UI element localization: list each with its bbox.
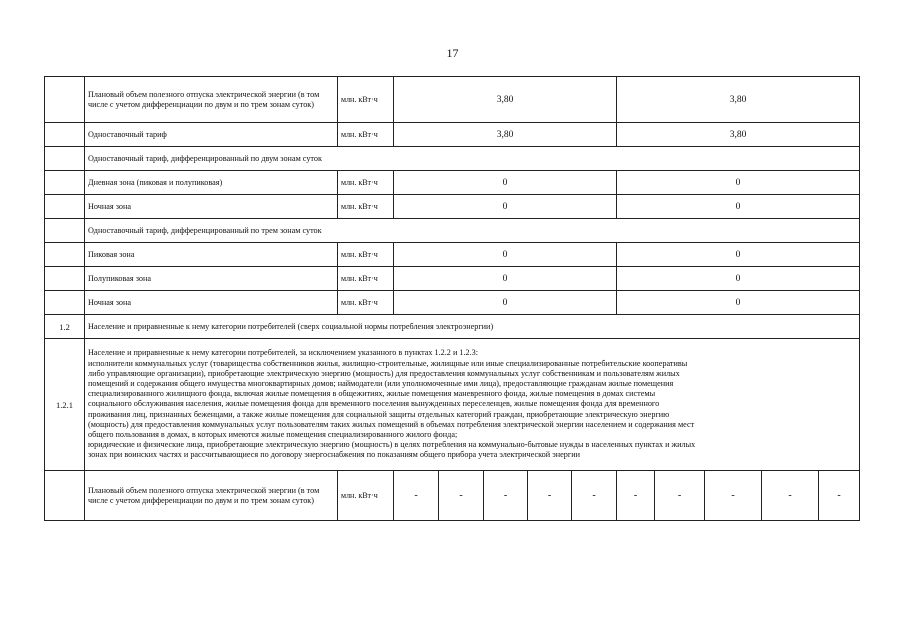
row-number (45, 147, 85, 171)
row-value: 0 (617, 243, 860, 267)
row-number (45, 267, 85, 291)
dash-cell: - (705, 471, 762, 521)
section-header: Население и приравненные к нему категории потребителей (сверх социальной нормы потребления электроэнергии) (85, 315, 860, 339)
section-header: Одноставочный тариф, дифференцированный по двум зонам суток (85, 147, 860, 171)
row-number (45, 77, 85, 123)
description-line: зонах при воинских частях и рассчитывающиеся по договору энергоснабжения по показаниям общего прибора учета электрической энергии (88, 450, 580, 460)
description-line: проживания лиц, признанных беженцами, а также жилые помещения для социальной защиты отдельных категорий граждан, приобретающие электрическую энергию (88, 409, 670, 419)
row-unit: млн. кВт·ч (338, 471, 394, 521)
table-row (45, 123, 860, 147)
row-unit: млн. кВт·ч (338, 267, 394, 291)
description-line: исполнители коммунальных услуг (товарищества собственников жилья, жилищно-строительные, жилищные или иные специализированные потребительские кооперативы (88, 358, 688, 368)
row-number (45, 219, 85, 243)
row-number (45, 291, 85, 315)
table-row (45, 291, 860, 315)
table-row (45, 195, 860, 219)
row-label: Плановый объем полезного отпуска электрической энергии (в том числе с учетом дифференциации по двум и по трем зонам суток) (85, 471, 338, 521)
row-label: Пиковая зона (85, 243, 338, 267)
table-row (45, 315, 860, 339)
row-unit: млн. кВт·ч (338, 243, 394, 267)
table-row (45, 219, 860, 243)
row-number (45, 171, 85, 195)
description-line: либо управляющие организации), приобретающие электрическую энергию (мощность) для предоставления коммунальных услуг собственникам и пользователям жилых (88, 368, 680, 378)
table-row (45, 77, 860, 123)
row-number (45, 123, 85, 147)
description-line: общего пользования в домах, в которых имеются жилые помещения специализированного жилого фонда; (88, 430, 458, 439)
row-value: 0 (394, 171, 617, 195)
row-label: Ночная зона (85, 291, 338, 315)
table-row (45, 171, 860, 195)
row-label: Ночная зона (85, 195, 338, 219)
row-label: Плановый объем полезного отпуска электрической энергии (в том числе с учетом дифференциации по двум и по трем зонам суток) (85, 77, 338, 123)
row-value: 0 (394, 243, 617, 267)
dash-cell: - (572, 471, 617, 521)
row-value: 0 (394, 195, 617, 219)
row-unit: млн. кВт·ч (338, 195, 394, 219)
row-number: 1.2 (45, 315, 85, 339)
table-row (45, 243, 860, 267)
description-line: специализированного жилищного фонда, включая жилые помещения в общежитиях, жилые помещения маневренного фонда, жилые помещения в домах системы (88, 389, 656, 399)
tariff-table (44, 76, 860, 521)
row-number (45, 243, 85, 267)
dash-cell: - (528, 471, 572, 521)
row-value: 0 (617, 291, 860, 315)
row-value: 0 (617, 267, 860, 291)
row-unit: млн. кВт·ч (338, 171, 394, 195)
row-number: 1.2.1 (45, 339, 85, 471)
row-unit: млн. кВт·ч (338, 77, 394, 123)
row-value: 3,80 (617, 123, 860, 147)
section-description (85, 339, 860, 471)
row-number (45, 195, 85, 219)
dash-cell: - (617, 471, 655, 521)
description-line: (мощность) для предоставления коммунальных услуг пользователям таких жилых помещений в объемах потребления электрической энергии населением и содержания мест (88, 419, 695, 429)
row-value: 3,80 (394, 77, 617, 123)
row-unit: млн. кВт·ч (338, 291, 394, 315)
dash-cell: - (484, 471, 528, 521)
row-label: Дневная зона (пиковая и полупиковая) (85, 171, 338, 195)
description-line: Население и приравненные к нему категории потребителей, за исключением указанного в пунктах 1.2.2 и 1.2.3: (88, 348, 479, 358)
dash-cell: - (655, 471, 705, 521)
row-unit: млн. кВт·ч (338, 123, 394, 147)
table-row (45, 147, 860, 171)
row-number (45, 471, 85, 521)
page-number: 17 (446, 46, 459, 60)
dash-cell: - (819, 471, 860, 521)
row-value: 0 (394, 291, 617, 315)
description-line: социального обслуживания населения, жилые помещения фонда для временного поселения вынужденных переселенцев, жилые помещения фонда для временного (88, 399, 660, 409)
dash-cell: - (439, 471, 484, 521)
description-line: юридические и физические лица, приобретающие электрическую энергию (мощность) в целях потребления на коммунально-бытовые нужды в населенных пунктах и жилых (88, 440, 696, 450)
row-value: 0 (617, 195, 860, 219)
row-label: Полупиковая зона (85, 267, 338, 291)
table-row (45, 471, 860, 521)
description-line: помещений и содержания общего имущества многоквартирных домов; наймодатели (или уполномоченные ими лица), предоставляющие гражданам жилые помещения (88, 378, 674, 388)
row-value: 0 (394, 267, 617, 291)
table-row (45, 339, 860, 471)
row-value: 3,80 (617, 77, 860, 123)
row-value: 0 (617, 171, 860, 195)
section-header: Одноставочный тариф, дифференцированный по трем зонам суток (85, 219, 860, 243)
table-row (45, 267, 860, 291)
row-label: Одноставочный тариф (85, 123, 338, 147)
dash-cell: - (394, 471, 439, 521)
row-value: 3,80 (394, 123, 617, 147)
dash-cell: - (762, 471, 819, 521)
